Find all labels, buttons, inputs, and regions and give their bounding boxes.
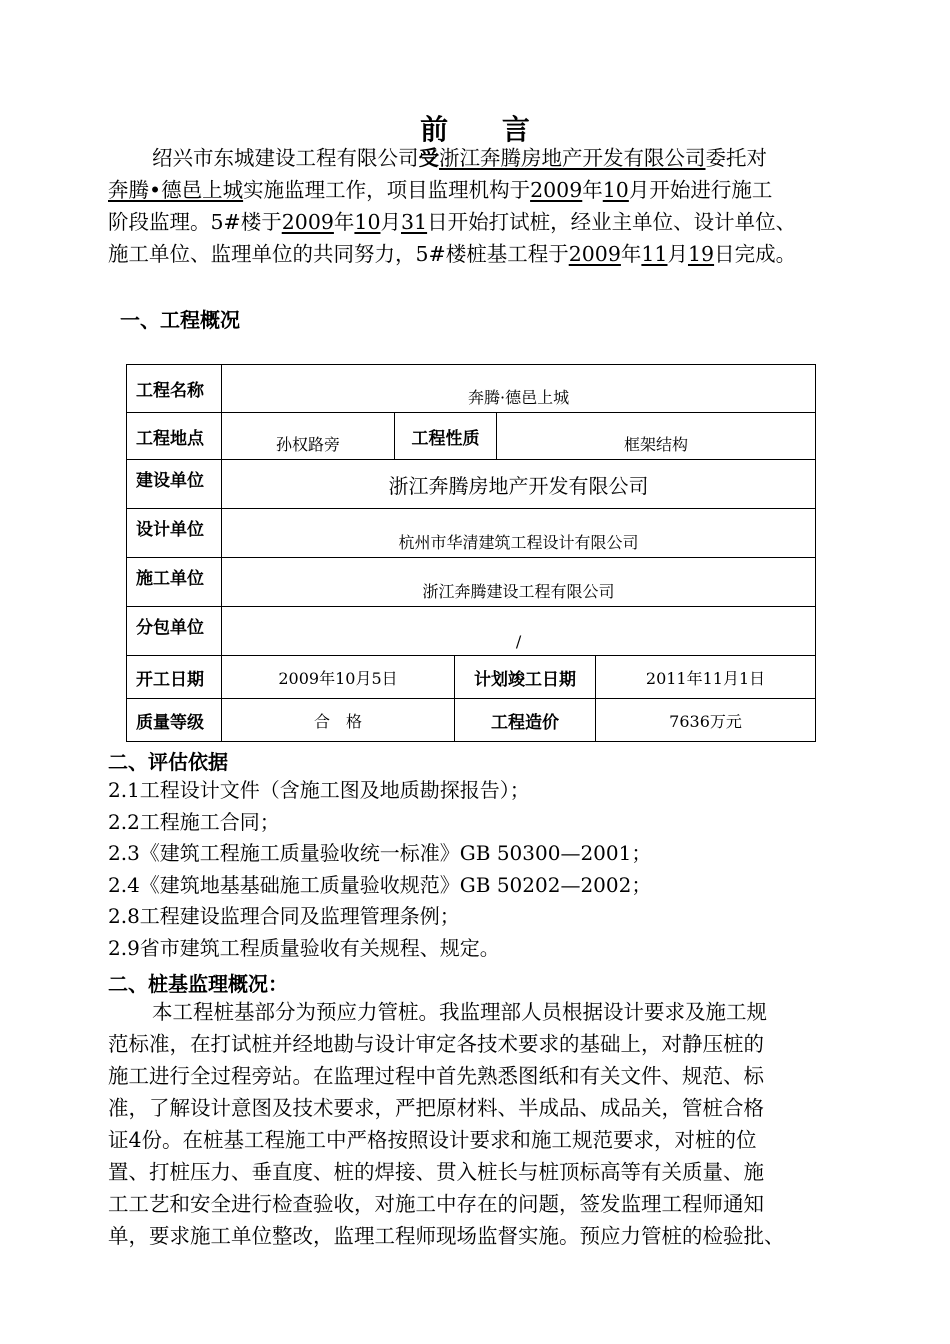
intro-line-4 [108,238,843,270]
plan-end-date-value: 2011年11月1日 [596,656,816,699]
intro-text: 绍兴市东城建设工程有限公司 [152,146,419,170]
body-line: 准，了解设计意图及技术要求，严把原材料、半成品、成品关，管桩合格 [108,1096,764,1120]
intro-text: 施工单位、监理单位的共同努力，5#楼桩基工程于 [108,242,569,266]
section-heading-overview: 一、工程概况 [120,308,240,332]
body-line: 范标准，在打试桩并经地勘与设计审定各技术要求的基础上，对静压桩的 [108,1032,764,1056]
body-line: 单，要求施工单位整改，监理工程师现场监督实施。预应力管桩的检验批、 [108,1224,785,1248]
month-value: 11 [641,242,668,266]
table-row [127,699,816,742]
list-item: 2.9省市建筑工程质量验收有关规程、规定。 [108,935,500,960]
intro-line-2 [108,174,843,206]
body-line: 工工艺和安全进行检查验收，对施工中存在的问题，签发监理工程师通知 [108,1192,764,1216]
table-label: 建设单位 [127,460,222,509]
year-value: 2009 [568,242,621,266]
intro-text: 年 [333,210,355,234]
intro-text: 月开始进行施工 [628,178,773,202]
client-name: 浙江奔腾房地产开发有限公司 [439,146,706,170]
table-label: 工程造价 [455,699,596,742]
intro-text: 阶段监理。5#楼于 [108,210,282,234]
intro-text: 日完成。 [714,242,797,266]
intro-line-1 [108,142,843,174]
intro-text: 日开始打试桩，经业主单位、设计单位、 [427,210,797,234]
intro-text: 受 [418,146,439,170]
table-row [127,460,816,509]
table-label: 工程地点 [127,413,222,460]
start-date-value: 2009年10月5日 [222,656,455,699]
month-value: 10 [354,210,381,234]
list-item: 2.3《建筑工程施工质量验收统一标准》GB 50300—2001； [108,841,652,865]
body-paragraph [108,996,843,1252]
project-name: 奔腾•德邑上城 [108,178,244,202]
basis-list [108,775,651,964]
table-label: 施工单位 [127,558,222,607]
nature-value: 框架结构 [497,413,816,460]
body-line: 施工进行全过程旁站。在监理过程中首先熟悉图纸和有关文件、规范、标 [108,1064,764,1088]
builder-value: 浙江奔腾房地产开发有限公司 [222,460,816,509]
quality-value: 合 格 [222,699,455,742]
table-label: 设计单位 [127,509,222,558]
table-label: 计划竣工日期 [455,656,596,699]
page-title: 前 言 [420,113,552,146]
day-value: 31 [401,210,428,234]
list-item: 2.8工程建设监理合同及监理管理条例； [108,904,460,928]
body-line: 置、打桩压力、垂直度、桩的焊接、贯入桩长与桩顶标高等有关质量、施 [108,1160,764,1184]
intro-text: 年 [582,178,603,202]
table-row [127,607,816,656]
table-label: 质量等级 [127,699,222,742]
year-value: 2009 [281,210,334,234]
table-row [127,365,816,413]
cost-value: 7636万元 [596,699,816,742]
table-row [127,558,816,607]
body-line: 证4份。在桩基工程施工中严格按照设计要求和施工规范要求，对桩的位 [108,1128,757,1152]
intro-text: 月 [667,242,688,266]
location-value: 孙权路旁 [222,413,395,460]
table-label: 开工日期 [127,656,222,699]
body-line: 本工程桩基部分为预应力管桩。我监理部人员根据设计要求及施工规 [152,1000,767,1024]
intro-text: 年 [620,242,642,266]
designer-value: 杭州市华清建筑工程设计有限公司 [222,509,816,558]
section-heading-pile-supervision: 二、桩基监理概况： [108,972,288,996]
project-name-value: 奔腾·德邑上城 [222,365,816,413]
intro-paragraph [108,142,843,270]
section-heading-basis: 二、评估依据 [108,750,228,774]
table-label: 工程性质 [395,413,497,460]
intro-text: 委托对 [705,146,767,170]
table-label: 工程名称 [127,365,222,413]
table-row [127,509,816,558]
month-value: 10 [602,178,629,202]
project-info-table [126,364,816,742]
list-item: 2.2工程施工合同； [108,809,280,834]
table-label: 分包单位 [127,607,222,656]
table-row [127,656,816,699]
intro-line-3 [108,206,843,238]
list-item: 2.4《建筑地基基础施工质量验收规范》GB 50202—2002； [108,872,652,897]
constructor-value: 浙江奔腾建设工程有限公司 [222,558,816,607]
intro-text: 实施监理工作，项目监理机构于 [243,178,531,202]
intro-text: 月 [380,210,401,234]
year-value: 2009 [530,178,583,202]
subcontract-value: / [222,607,816,656]
table-row [127,413,816,460]
list-item: 2.1工程设计文件（含施工图及地质勘探报告）； [108,778,530,802]
day-value: 19 [687,242,715,266]
